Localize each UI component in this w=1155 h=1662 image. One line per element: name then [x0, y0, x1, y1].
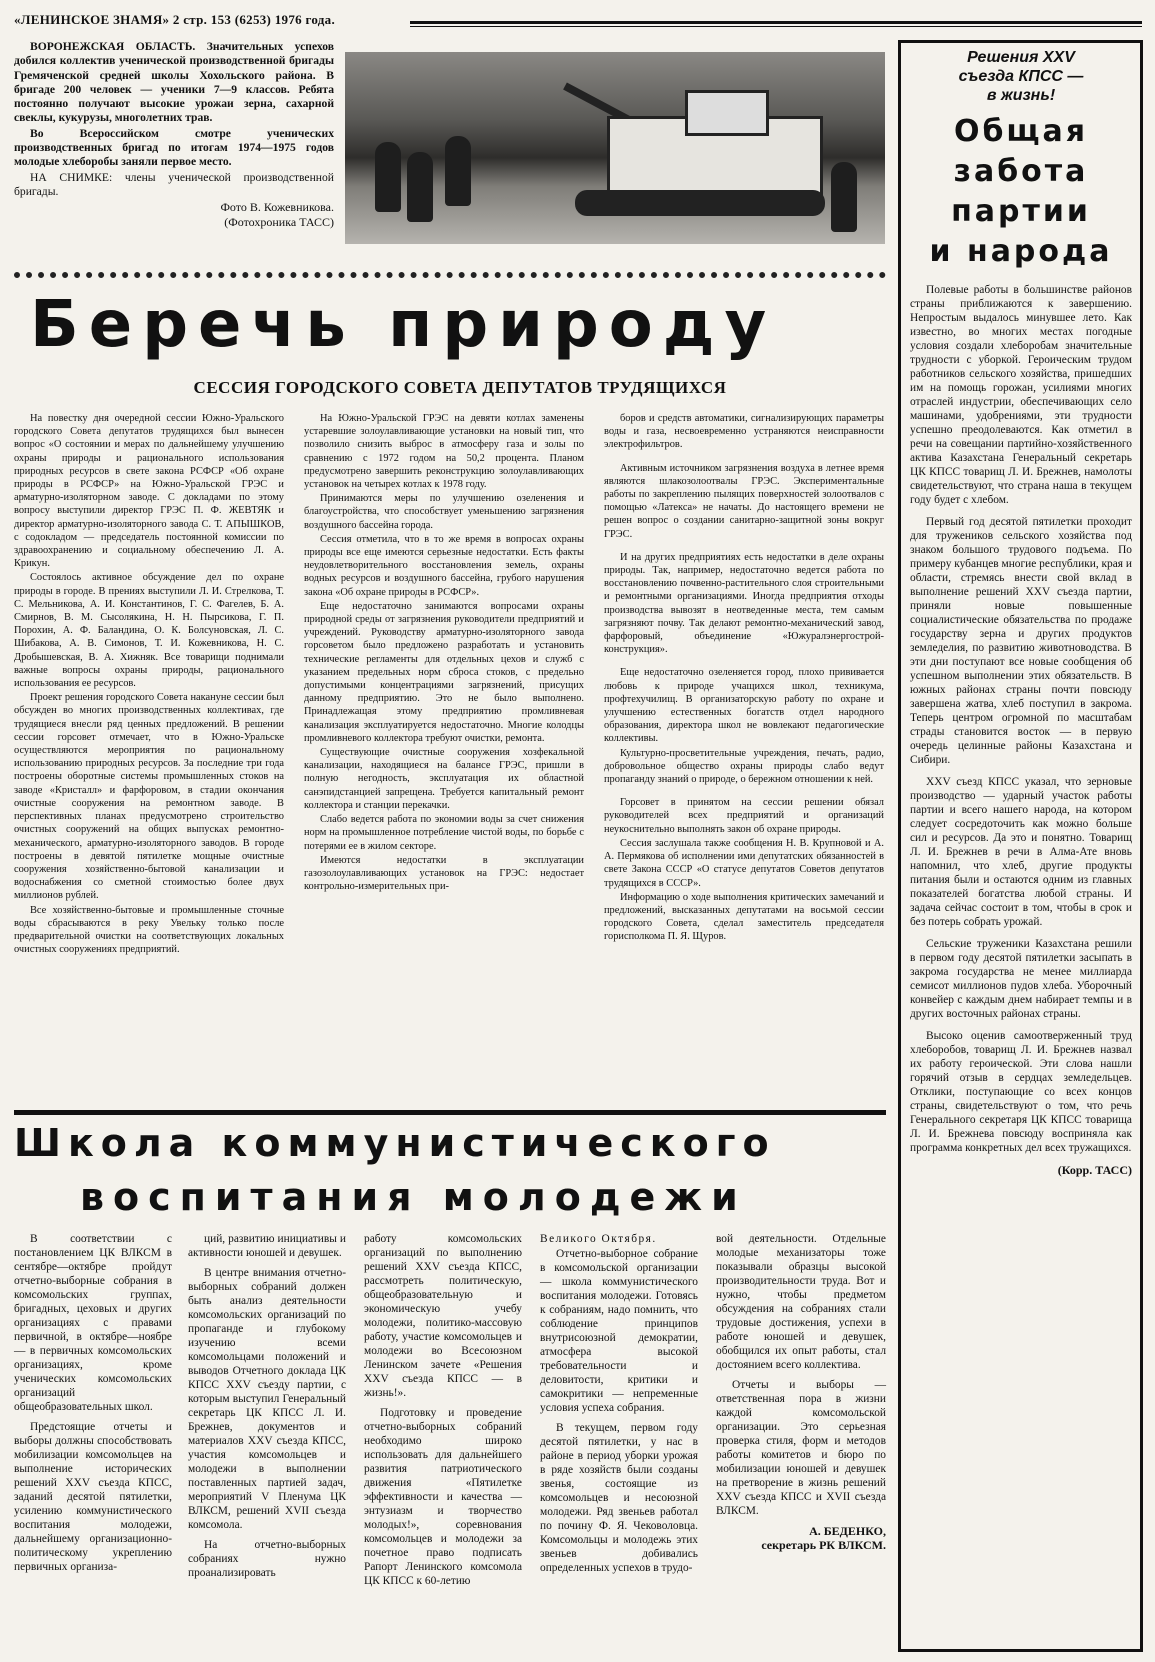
sidebar-kicker	[910, 48, 1132, 105]
masthead-text: «ЛЕНИНСКОЕ ЗНАМЯ» 2 стр. 153 (6253) 1976 года.	[14, 12, 336, 27]
article2-paragraph: В текущем, первом году десятой пятилетки, у нас в районе в период уборки урожая в ряде хозяйств были созданы звенья, состоящие из комсомольцев и несоюзной молодежи. Ряд звеньев работал по почину Ф. Я. Чековоловца. Комсомольцы и молодежь этих звеньев добивались определенных успехов в трудо-	[540, 1422, 698, 1574]
article1-paragraph: Сессия заслушала также сообщения Н. В. Крупновой и А. А. Пермякова об исполнении ими депутатских обязанностей в свете Закона СССР «О статусе депутатов Советов депутатов трудящихся в СССР».	[604, 837, 884, 889]
top-story	[14, 40, 334, 229]
article1-paragraph: Сессия отметила, что в то же время в вопросах охраны природы все еще имеются серьезные недостатки. Есть факты неудовлетворительного восстановления земель, охраны водных ресурсов и воздушного бассейна, грубого нарушения закона «Об охране природы в РСФСР».	[304, 533, 584, 598]
article1-paragraph: Существующие очистные сооружения хозфекальной канализации, находящиеся на балансе ГРЭС, пришли в полную негодность, эксплуатация их областной санэпидстанцией запрещена. Требуется капитальный ремонт коллектора и станции перекачки.	[304, 747, 584, 811]
photo-credit	[14, 200, 334, 229]
article2-column-1	[14, 1232, 172, 1575]
article1-subtitle: СЕССИЯ ГОРОДСКОГО СОВЕТА ДЕПУТАТОВ ТРУДЯЩИХСЯ	[193, 378, 727, 397]
article1-column-3	[604, 412, 884, 945]
sidebar-title-line: партии	[951, 194, 1091, 229]
sidebar-credit: (Корр. ТАСС)	[1057, 1163, 1132, 1177]
sidebar-kicker-line: в жизнь!	[986, 87, 1056, 104]
article1-paragraph: Культурно-просветительные учреждения, печать, радио, добровольное общество охраны природы слабо ведут пропаганду знаний о природе, о бережном отношении к ней.	[604, 747, 884, 786]
article1-headline: Беречь природу	[30, 288, 777, 362]
article1-paragraph: Горсовет в принятом на сессии решении обязал руководителей всех предприятий и организаций неукоснительно выполнять закон об охране природы.	[604, 797, 884, 835]
article1-paragraph: Все хозяйственно-бытовые и промышленные сточные воды сбрасываются в реку Увельку только после предварительной очистки на соответствующих локальных очистных сооружениях предприятий.	[14, 904, 284, 956]
sidebar-kicker-line: съезда КПСС —	[958, 68, 1084, 85]
section-divider	[14, 1110, 886, 1115]
article2-column-2	[188, 1232, 346, 1581]
masthead-rule	[410, 21, 1142, 27]
article2-paragraph: ций, развитию инициативы и активности юношей и девушек.	[188, 1233, 346, 1259]
article2-signature-name: А. БЕДЕНКО,	[809, 1524, 886, 1538]
article1-paragraph: И на других предприятиях есть недостатки в деле охраны природы. Так, например, недостаточно ведется работа по восстановлению почвенно-растительного слоя строительными и ремонтными организациями. Иногда предприятия отходы производства вывозят в неотведенные места, тем самым загрязняют почву. Так делают ремонтно-механический завод, фарфоровый, объединение «Южуралэнергострой-конструкция».	[604, 551, 884, 656]
top-story-second: Во Всероссийском смотре ученических производственных бригад по итогам 1974—1975 годов молодые хлеборобы заняли первое место.	[14, 126, 334, 169]
article1-paragraph: боров и средств автоматики, сигнализирующих параметры воды и газа, несвоевременно устраняются неисправности электрофильтров.	[604, 413, 884, 451]
photo-tractor-tread	[575, 190, 825, 216]
sidebar-title	[910, 112, 1132, 272]
article2-paragraph: В соответствии с постановлением ЦК ВЛКСМ в сентябре—октябре пройдут отчетно-выборные собрания в комсомольских группах, бригадных, цеховых и других организациях с правами первичной, в октябре—ноябре — в первичных комсомольских организациях, кроме ученических комсомольских организаций общеобразовательных школ.	[14, 1233, 172, 1413]
article2-signature-role: секретарь РК ВЛКСМ.	[761, 1538, 886, 1552]
article1-paragraph: Состоялось активное обсуждение дел по охране природы в городе. В прениях выступили Л. И. Стрелкова, Т. С. Мельникова, А. И. Константинов, Г. С. Фагелев, Б. А. Смирнов, В. М. Сысолякина, Н. Н. Пырсикова, Г. П. Порохин, А. Ф. Баландина, О. К. Болсуновская, Л. С. Шибакова, А. В. Симонов, Т. И. Кожевникова, Н. С. Дробышевская, В. А. Хижняк. Все товарищи поднимали важные вопросы охраны природы, рационального использования ее ресурсов.	[14, 572, 284, 690]
article1-paragraph: Имеются недостатки в эксплуатации газозолоулавливающих установок на ГРЭС: недостает контрольно-измерительных при-	[304, 854, 584, 893]
article1-column-1	[14, 412, 284, 957]
article2-paragraph: Подготовку и проведение отчетно-выборных собраний необходимо широко использовать для дальнейшего развития патриотического движения «Пятилетке эффективности и качества — энтузиазм и творчество молодых!», соревнования комсомольцев и молодежи за почетное право подписать Рапорт Ленинского комсомола ЦК КПСС к 60-летию	[364, 1407, 522, 1587]
article2-paragraph: вой деятельности. Отдельные молодые механизаторы тоже показывали образцы высокой производительности труда. Вот и нужно, чтобы предметом обсуждения на собраниях стали трудовые достижения, успехи в работе юношей и девушек, обобщился их опыт работы, стал достоянием всего коллектива.	[716, 1233, 886, 1371]
article2-paragraph: Отчеты и выборы — ответственная пора в жизни каждой комсомольской организации. Это серьезная проверка стиля, форм и методов работы комитетов и бюро по мобилизации юношей и девушек на претворение в жизнь решений XXV съезда КПСС и XVII съезда ВЛКСМ.	[716, 1379, 886, 1517]
article2-paragraph: работу комсомольских организаций по выполнению решений XXV съезда КПСС, рассмотреть политическую, общеобразовательную и экономическую учебу молодежи, политико-массовую работу, участие комсомольцев и молодежи во Всесоюзном Ленинском зачете «Решения XXV съезда КПСС — в жизнь!».	[364, 1233, 522, 1399]
article1-paragraph: Активным источником загрязнения воздуха в летнее время являются шлакозолоотвалы ГРЭС. Экспериментальные работы по закреплению пылящих поверхностей золоотвалов с помощью «Латекса» не начаты. До настоящего времени не решен вопрос о создании санитарно-защитной зоны вокруг ГРЭС.	[604, 462, 884, 540]
article1-paragraph: На повестку дня очередной сессии Южно-Уральского городского Совета депутатов трудящихся был вынесен вопрос «О состоянии и мерах по дальнейшему улучшению охраны природы и рационального использования природных ресурсов в свете закона РСФСР «Об охране природы в РСФСР» на Южно-Уральской ГРЭС и арматурно-изоляторном заводе. С докладами по этому вопросу выступили директор ГРЭС П. Ф. ЖЕВТЯК и директор арматурно-изоляторного завода С. Т. АПЫШКОВ, с содокладом — председатель постоянной комиссии по здравоохранению и социальному обеспечению Л. А. Крикун.	[14, 413, 284, 570]
article1-paragraph: Принимаются меры по улучшению озеленения и благоустройства, что способствует уменьшению загрязнения воздушного бассейна города.	[304, 493, 584, 531]
article2-paragraph: В центре внимания отчетно-выборных собраний должен быть анализ деятельности комсомольских организаций по пропаганде и глубокому изучению всеми комсомольцами положений и выводов Отчетного доклада ЦК КПСС XXV съезду партии, с которым выступил Генеральный секретарь ЦК КПСС Л. И. Брежнев, документов и материалов XXV съезда КПСС, участия комсомольцев и молодежи в выполнении поставленных партией задач, мероприятий V Пленума ЦК ВЛКСМ, решений XVII съезда комсомола.	[188, 1267, 346, 1531]
sidebar-title-line: и народа	[929, 234, 1113, 269]
sidebar-paragraph: Полевые работы в большинстве районов страны приближаются к завершению. Непростым выдалось минувшее лето. Как известно, во многих местах погодные условия создали хлеборобам значительные трудности с уборкой. Героическим трудом работников сельского хозяйства, пришедших им на помощь горожан, усилиями многих отраслей индустрии, обеспечивающих село машинами, удобрениями, эти трудности успешно преодолеваются. Как отметил в речи на совещании партийно-хозяйственного актива Казахстана Генеральный секретарь ЦК КПСС товарищ Л. И. Брежнев, намолоты свидетельствуют, что страна наша в текущем году будет с хлебом.	[910, 284, 1132, 506]
sidebar-body	[910, 283, 1132, 1177]
article2-paragraph: На отчетно-выборных собраниях нужно проанализировать	[188, 1539, 346, 1579]
photo-tractor-cab	[685, 90, 769, 136]
photo-credit-author: Фото В. Кожевникова.	[220, 200, 334, 215]
article2-paragraph: Великого Октября.	[540, 1233, 657, 1245]
article1-paragraph: Информацию о ходе выполнения критических замечаний и предложений, высказанных депутатами на восьмой сессии городского Совета, сделал заместитель председателя горисполкома П. Я. Щуров.	[604, 891, 884, 943]
masthead	[14, 12, 1142, 36]
photo-person	[407, 152, 433, 222]
article2-column-5	[716, 1232, 886, 1552]
photo-person	[445, 136, 471, 206]
article1-column-2	[304, 412, 584, 894]
sidebar-paragraph: XXV съезд КПСС указал, что зерновые производство — ударный участок работы партии и всего нашего народа, на котором следует сосредоточить как можно больше сил и ресурсов. Да это и понятно. Товарищ Л. И. Брежнев в речи в Алма-Ате вновь напомнил, что хлеб, другие продукты питания были и остаются одним из главных показателей богатства любой страны. И задача сейчас состоит в том, чтобы в срок и без потерь собрать урожай.	[910, 776, 1132, 928]
sidebar-paragraph: Сельские труженики Казахстана решили в первом году десятой пятилетки засыпать в закрома государства не менее миллиарда семисот миллионов пудов хлеба. Уборочный конвейер с каждым днем набирает темпы и в других восточных районах страны.	[910, 938, 1132, 1020]
article1-paragraph: Слабо ведется работа по экономии воды за счет снижения норм на промышленное потребление чистой воды, по борьбе с потерями ее в жилом секторе.	[304, 814, 584, 852]
section-divider	[14, 272, 886, 278]
photo-credit-agency: (Фотохроника ТАСС)	[224, 214, 334, 229]
sidebar-title-line: забота	[953, 154, 1089, 189]
news-photo	[345, 52, 885, 244]
article2-paragraph: Отчетно-выборное собрание в комсомольской организации — школа коммунистического воспитания молодежи. Готовясь к собраниям, надо помнить, что соблюдение принципов внутрисоюзной демократии, атмосфера высокой требовательности и деловитости, критики и самокритики — непременные условия успеха собрания.	[540, 1248, 698, 1414]
article2-column-3	[364, 1232, 522, 1589]
article2-paragraph: Предстоящие отчеты и выборы должны способствовать мобилизации комсомольцев на выполнение исторических решений XXV съезда КПСС, заданий десятой пятилетки, усилению коммунистического воспитания молодежи, дальнейшему организационно-политическому укреплению первичных организа-	[14, 1421, 172, 1573]
article2-headline-line-1: Школа коммунистического	[14, 1121, 776, 1165]
article2-signature	[716, 1524, 886, 1552]
article1-paragraph: Еще недостаточно занимаются вопросами охраны природной среды от загрязнения руководители предприятий и учреждений. Руководству арматурно-изоляторного завода горсоветом было предложено разработать и установить технические регламенты для отдельных цехов и служб с указанием предельных норм сброса стоков, с предельно допустимыми концентрациями загрязнений, присущих данному предприятию. Это не было выполнено. Принадлежащая этому предприятию промливневая канализация эксплуатируется недостаточно. Многие колодцы промливневого коллектора требуют очистки, ремонта.	[304, 600, 584, 744]
article1-paragraph: Проект решения городского Совета накануне сессии был обсужден во многих производственных коллективах, где трудящиеся внесли ряд ценных предложений. В решении сессии горсовет отмечает, что в Южно-Уральске осуществляются мероприятия по рациональному использованию природных ресурсов. За последние три года построены оборотные системы промышленных стоков на заводе «Кристалл» и фарфоровом, в стадии окончания очистные сооружения на ремонтном заводе. В перспективных планах предусмотрено строительство очистных сооружений на общих выпусках ремонтно-механического, арматурно-изоляторного заводов. В городе построены в девятой пятилетке мощные очистные сооружения хозяйственно-бытовой канализации и водоснабжения со сметной стоимостью более двух миллионов рублей.	[14, 692, 284, 902]
sidebar-paragraph: Высоко оценив самоотверженный труд хлеборобов, товарищ Л. И. Брежнев назвал их работу героической. Эти слова нашли горячий отзыв в сердцах земледельцев. Отклики, поступающие со всех концов страны, свидетельствуют о том, что речь Генерального секретаря ЦК КПСС товарища Л. И. Брежнева повсюду восприняла как программа конкретных дел всех тружащихся.	[910, 1030, 1132, 1154]
article1-paragraph: Еще недостаточно озеленяется город, плохо прививается любовь к природе учащихся школ, техникума, профтехучилищ. В организаторскую работу по охране и улучшению естественных богатств отдел народного образования, директора школ не вовлекают педагогические коллективы.	[604, 667, 884, 745]
photo-person	[831, 162, 857, 232]
sidebar-title-line: Общая	[953, 114, 1089, 149]
sidebar-kicker-line: Решения XXV	[967, 49, 1075, 66]
article1-paragraph: На Южно-Уральской ГРЭС на девяти котлах заменены устаревшие золоулавливающие установки на новый тип, что позволило снизить выброс в атмосферу газа и золы по сравнению с 1972 годом на 50,2 процента. Планом предусмотрено завершить реконструкцию золоулавливающих установок на четырех котлах к 1978 году.	[304, 413, 584, 491]
top-story-lead: ВОРОНЕЖСКАЯ ОБЛАСТЬ. Значительных успехов добился коллектив ученической производственной бригады Гремяченской средней школы Хохольского района. В бригаде 200 человек — ученики 7—9 классов. Ребята постоянно получают высокие урожаи зерна, сахарной свеклы, кукурузы, многолетних трав.	[14, 40, 334, 125]
article2-column-4	[540, 1232, 698, 1576]
article2-headline-line-2: воспитания молодежи	[80, 1175, 747, 1219]
photo-person	[375, 142, 401, 212]
top-story-snapshot: НА СНИМКЕ: члены ученической производственной бригады.	[14, 170, 334, 198]
sidebar-paragraph: Первый год десятой пятилетки проходит для тружеников сельского хозяйства под знаком большого трудового подъема. По примеру кубанцев многие республики, края и области, стремясь внести свой вклад в выполнение решений XXV съезда партии, приняли новые повышенные социалистические обязательства по продаже государству зерна и других продуктов земледелия, по развитию животноводства. В эти дни поступают все новые сообщения об успешном выполнении этих обязательств. В южных районах страны почти повсюду завершена жатва, хлеб поступил в закрома. Теперь центром огромной по масштабам страды становится восток — в первую очередь целинные районы Казахстана и Сибири.	[910, 516, 1132, 766]
